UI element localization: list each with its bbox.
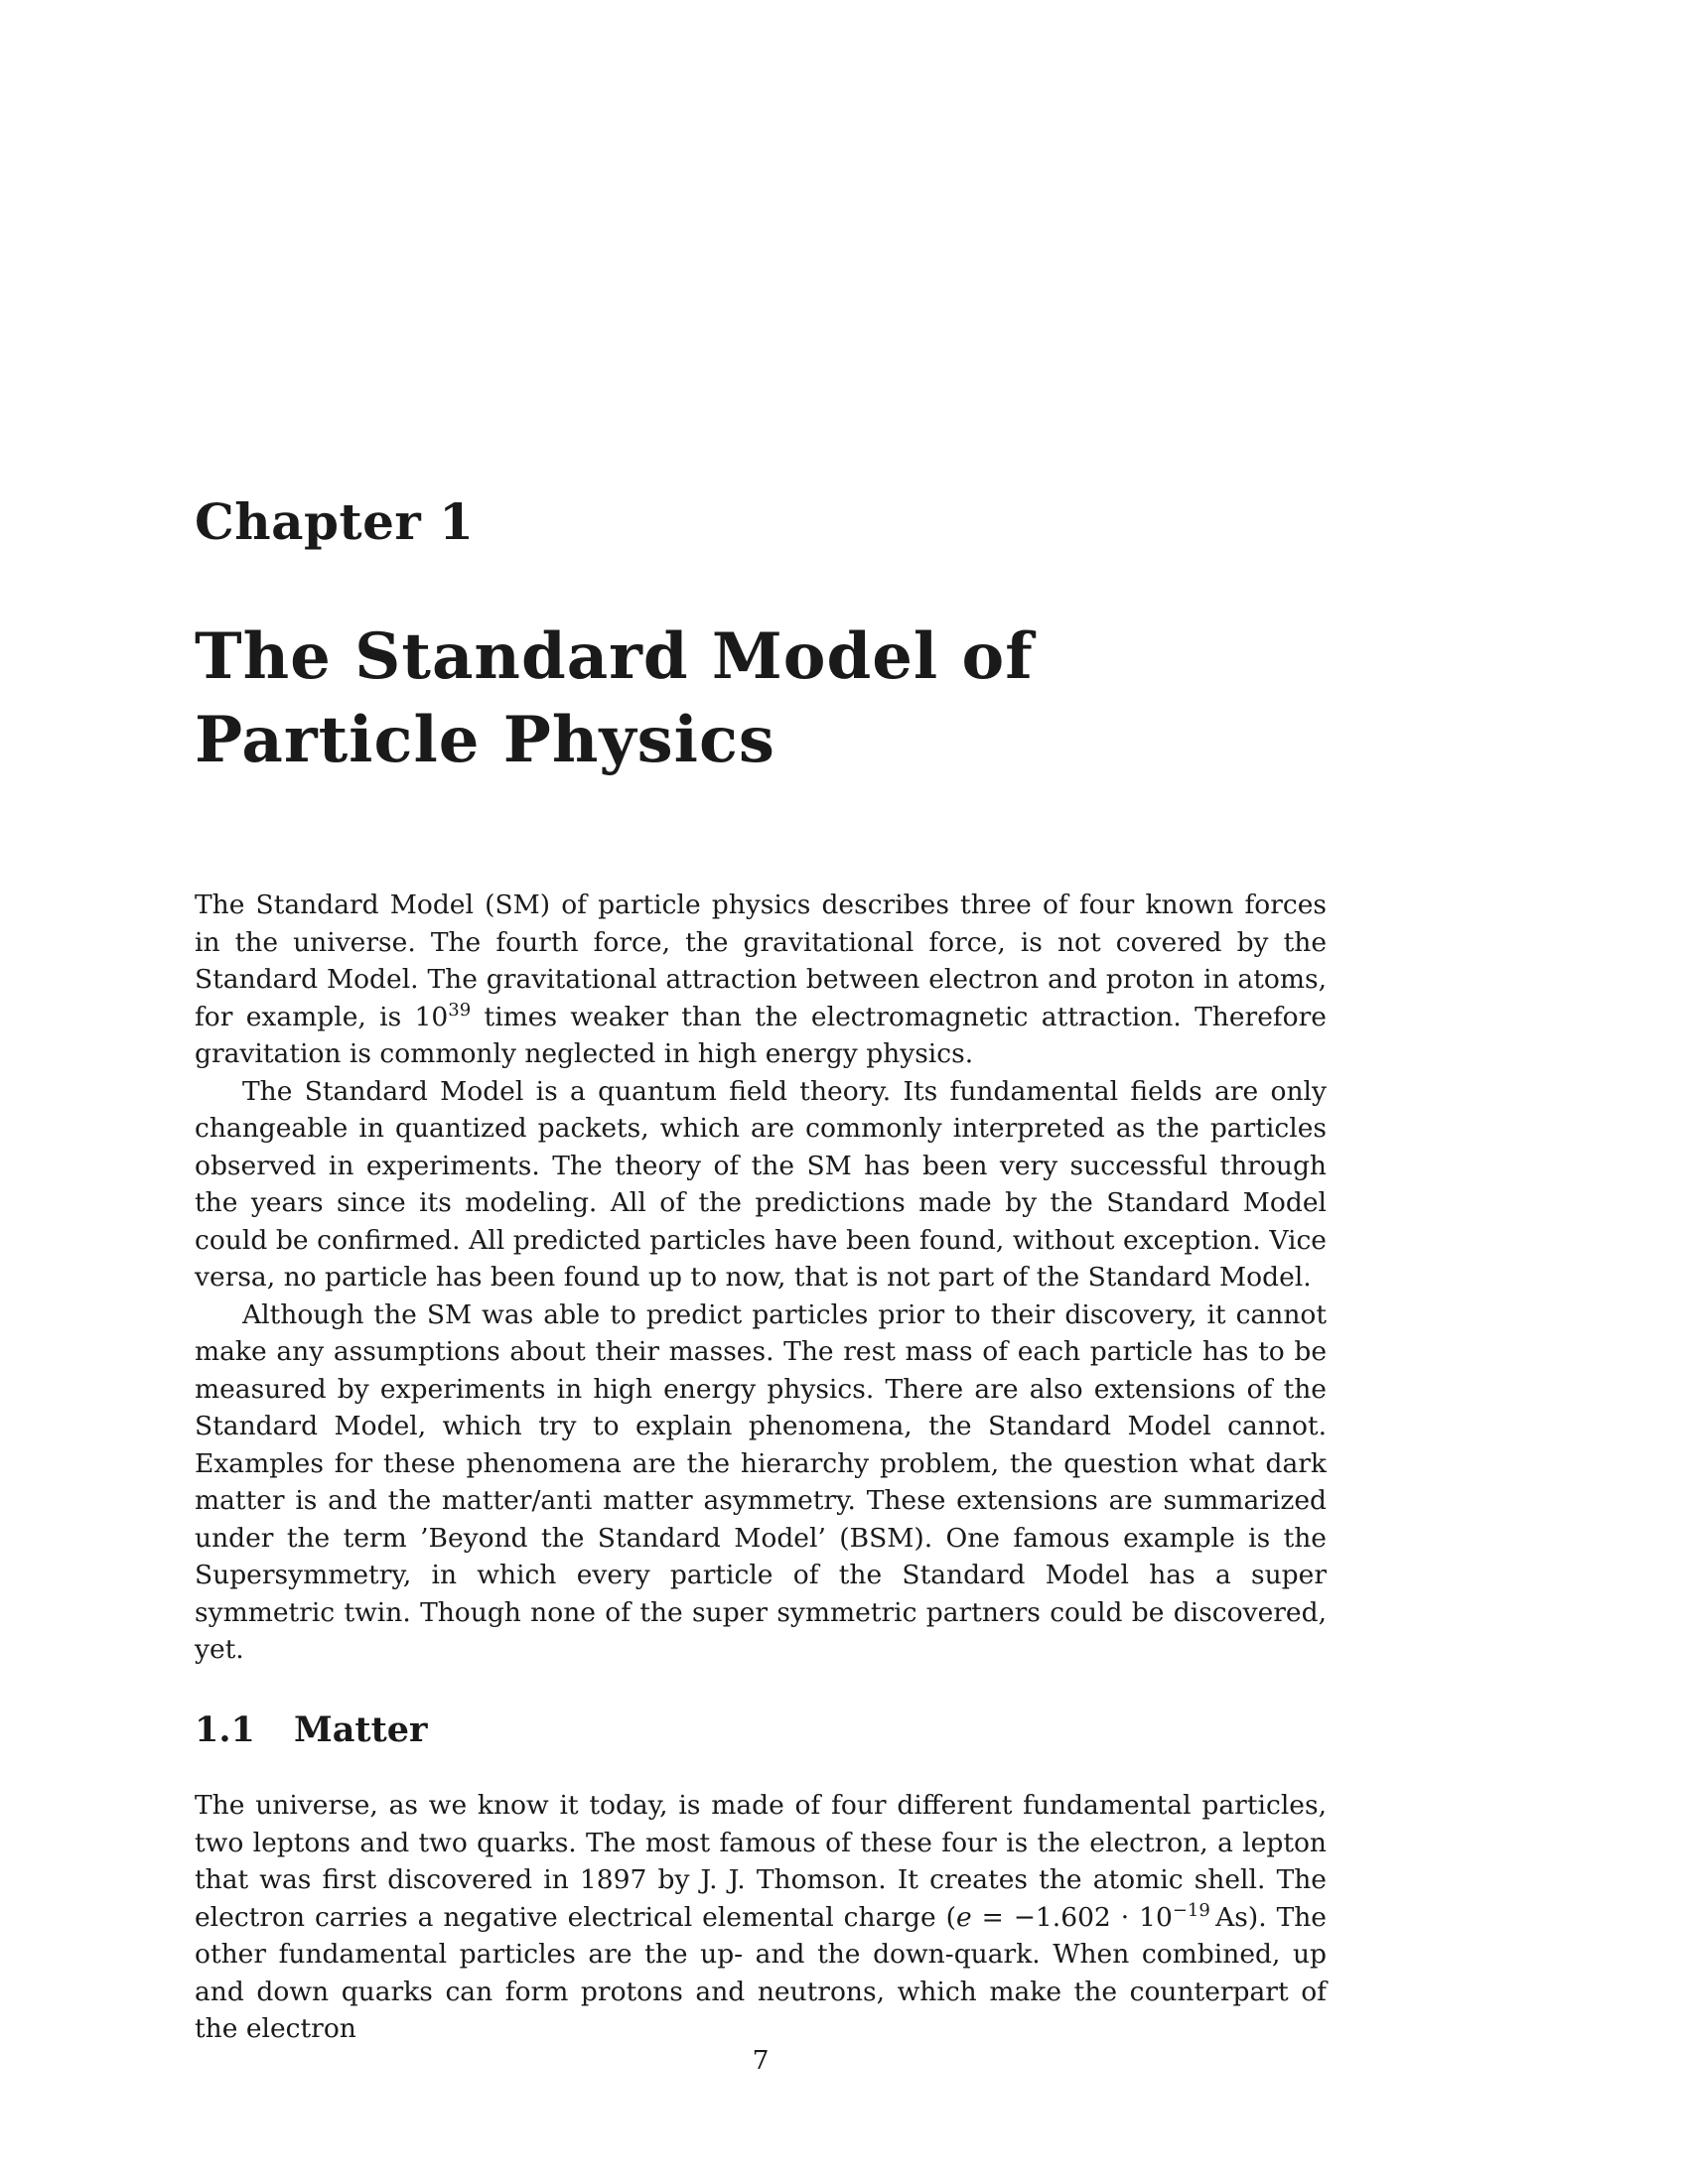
- section-p1-text-b: = −1.602 · 10: [971, 1901, 1173, 1933]
- section-title: Matter: [294, 1709, 428, 1750]
- intro-p1-text-a: The Standard Model (SM) of particle physics describes three of four known forces in the universe. The fourth force, the gravitational force, is not covered by the Standard Model. The gravitational attraction between electron and proton in atoms, for example, is 10: [195, 889, 1327, 1032]
- intro-paragraph-1: [195, 887, 1327, 1073]
- section-heading: [195, 1709, 427, 1750]
- intro-paragraph-3: Although the SM was able to predict particles prior to their discovery, it cannot make any assumptions about their masses. The rest mass of each particle has to be measured by experiments in high energy physics. There are also extensions of the Standard Model, which try to explain phenomena, the Standard Model cannot. Examples for these phenomena are the hierarchy problem, the question what dark matter is and the matter/anti matter asymmetry. These extensions are summarized under the term ’Beyond the Standard Model’ (BSM). One famous example is the Supersymmetry, in which every particle of the Standard Model has a super symmetric twin. Though none of the super symmetric partners could be discovered, yet.: [195, 1298, 1327, 1665]
- section-p1-text-a: The universe, as we know it today, is made of four different fundamental particles, two leptons and two quarks. The most famous of these four is the electron, a lepton that was first discovered in 1897 by J. J. Thomson. It creates the atomic shell. The electron carries a negative electrical elemental charge (: [195, 1790, 1327, 1933]
- section-p1-text-c: As). The other fundamental particles are the up- and the down-quark. When combined, up and down quarks can form protons and neutrons, which make the counterpart of the electron: [195, 1901, 1327, 2044]
- intro-p1-exponent: 39: [448, 999, 472, 1021]
- chapter-title: The Standard Model of Particle Physics: [195, 619, 1034, 777]
- page-number: 7: [752, 2045, 770, 2076]
- document-page: [195, 0, 1327, 2184]
- chapter-label: Chapter 1: [195, 492, 475, 551]
- section-paragraph-1: [195, 1787, 1327, 2048]
- charge-exponent: −19: [1172, 1899, 1210, 1921]
- intro-paragraph-2: The Standard Model is a quantum field theory. Its fundamental fields are only changeable in quantized packets, which are commonly interpreted as the particles observed in experiments. The theory of the SM has been very successful through the years since its modeling. All of the predictions made by the Standard Model could be confirmed. All predicted particles have been found, without exception. Vice versa, no particle has been found up to now, that is not part of the Standard Model.: [195, 1075, 1327, 1293]
- intro-p1-text-b: times weaker than the electromagnetic attraction. Therefore gravitation is commonly neglected in high energy physics.: [195, 1001, 1327, 1069]
- section-number: 1.1: [195, 1709, 255, 1750]
- charge-variable: e: [955, 1901, 972, 1933]
- chapter-intro: [195, 887, 1327, 1669]
- section-body: [195, 1787, 1327, 2048]
